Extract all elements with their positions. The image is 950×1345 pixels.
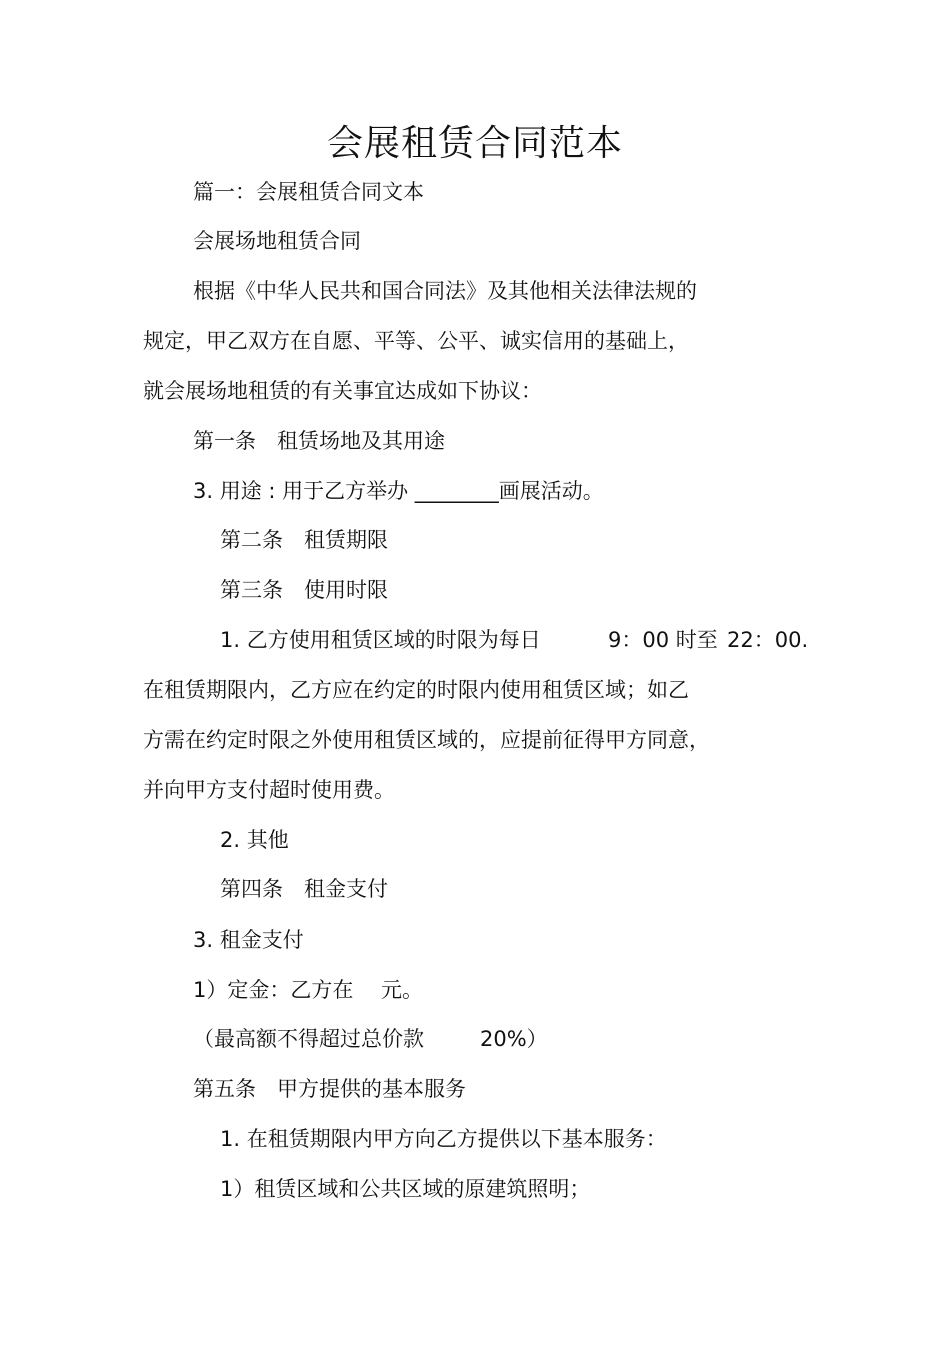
paragraph-line: 规定，甲乙双方在自愿、平等、公平、诚实信用的基础上， <box>143 329 689 353</box>
cap-percent: 20%） <box>480 1027 548 1051</box>
list-item: 1. 在租赁期限内甲方向乙方提供以下基本服务： <box>220 1127 667 1151</box>
paragraph-line: 3. 用途 : 用于乙方举办 ________画展活动。 <box>193 479 604 503</box>
paragraph-line: 在租赁期限内，乙方应在约定的时限内使用租赁区域；如乙 <box>143 678 689 702</box>
article-heading: 第二条 租赁期限 <box>220 528 388 552</box>
list-item: 2. 其他 <box>220 828 289 852</box>
list-item: 3. 租金支付 <box>193 928 304 952</box>
time-limit-text: 1. 乙方使用租赁区域的时限为每日 <box>220 628 541 652</box>
article-heading: 第三条 使用时限 <box>220 578 388 602</box>
cap-text: （最高额不得超过总价款 <box>193 1027 424 1051</box>
paragraph-line: 就会展场地租赁的有关事宜达成如下协议： <box>143 379 542 403</box>
paragraph-line: 方需在约定时限之外使用租赁区域的，应提前征得甲方同意， <box>143 728 710 752</box>
paragraph-line: 并向甲方支付超时使用费。 <box>143 778 395 802</box>
start-time: 9：00 时至 <box>608 628 718 652</box>
contract-heading: 会展场地租赁合同 <box>193 229 361 253</box>
document-title: 会展租赁合同范本 <box>326 123 623 164</box>
article-heading: 第五条 甲方提供的基本服务 <box>193 1077 466 1101</box>
list-item: 1）定金：乙方在 元。 <box>193 978 424 1002</box>
article-heading: 第四条 租金支付 <box>220 877 388 901</box>
paragraph-line: 根据《中华人民共和国合同法》及其他相关法律法规的 <box>193 279 697 303</box>
time-limit-line <box>220 625 820 655</box>
section-heading: 篇一：会展租赁合同文本 <box>193 180 424 204</box>
article-heading: 第一条 租赁场地及其用途 <box>193 429 445 453</box>
end-time: 22：00. <box>727 628 809 652</box>
list-item: 1）租赁区域和公共区域的原建筑照明； <box>220 1177 591 1201</box>
cap-line <box>193 1024 593 1054</box>
